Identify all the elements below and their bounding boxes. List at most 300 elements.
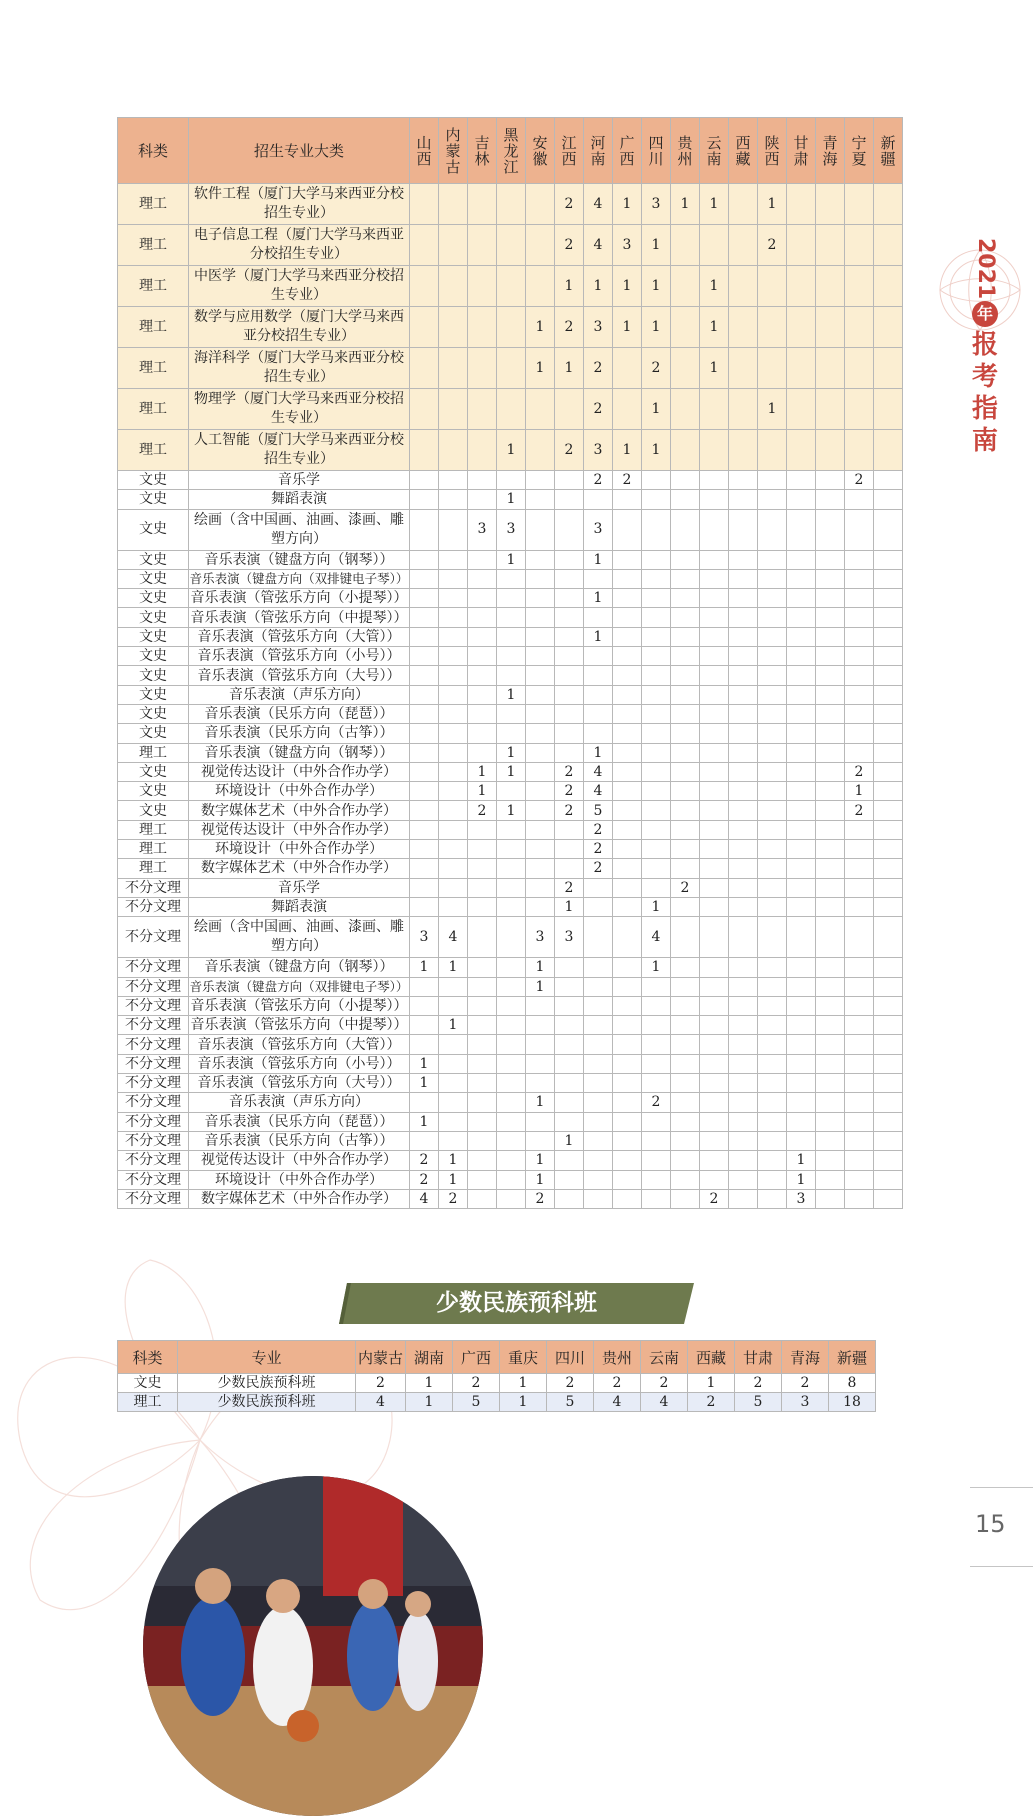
quota-cell: [700, 1054, 729, 1073]
quota-cell: [787, 724, 816, 743]
major-cell: 数学与应用数学（厦门大学马来西亚分校招生专业）: [189, 307, 410, 348]
quota-cell: [613, 608, 642, 627]
quota-cell: [613, 840, 642, 859]
quota-cell: [700, 608, 729, 627]
quota-cell: [700, 1131, 729, 1150]
quota-cell: [816, 550, 845, 569]
quota-cell: [497, 608, 526, 627]
quota-cell: [671, 782, 700, 801]
category-cell: 文史: [118, 627, 189, 646]
header-province: [468, 118, 497, 184]
quota-cell: [410, 266, 439, 307]
quota-cell: 1: [555, 266, 584, 307]
quota-cell: [439, 724, 468, 743]
quota-cell: [584, 897, 613, 916]
quota-cell: [729, 608, 758, 627]
quota-cell: 3: [787, 1189, 816, 1208]
quota-cell: [671, 917, 700, 958]
quota-cell: [787, 490, 816, 509]
quota-cell: [613, 1054, 642, 1073]
quota-cell: [613, 1170, 642, 1189]
quota-cell: [497, 859, 526, 878]
quota-cell: [874, 685, 903, 704]
quota-cell: [671, 840, 700, 859]
quota-cell: [816, 1093, 845, 1112]
quota-cell: [439, 762, 468, 781]
quota-cell: [787, 184, 816, 225]
quota-cell: [874, 878, 903, 897]
quota-cell: [816, 569, 845, 588]
quota-cell: [874, 1016, 903, 1035]
table-cell: 2: [735, 1374, 782, 1393]
quota-cell: [555, 996, 584, 1015]
quota-cell: 1: [410, 1054, 439, 1073]
quota-cell: [526, 471, 555, 490]
quota-cell: [410, 977, 439, 996]
table-cell: 文史: [118, 1374, 178, 1393]
quota-cell: [497, 1189, 526, 1208]
quota-cell: [874, 1093, 903, 1112]
quota-cell: [642, 1189, 671, 1208]
quota-cell: [729, 801, 758, 820]
quota-cell: [758, 471, 787, 490]
quota-cell: [787, 666, 816, 685]
major-cell: 视觉传达设计（中外合作办学）: [189, 762, 410, 781]
table-row: [118, 878, 903, 897]
quota-cell: [555, 490, 584, 509]
major-cell: 音乐表演（民乐方向（琵琶））: [189, 1112, 410, 1131]
quota-cell: [758, 490, 787, 509]
quota-cell: [758, 348, 787, 389]
quota-cell: [874, 1131, 903, 1150]
quota-cell: 1: [439, 958, 468, 977]
quota-cell: [787, 225, 816, 266]
quota-cell: [439, 878, 468, 897]
quota-cell: [613, 1131, 642, 1150]
quota-cell: [845, 490, 874, 509]
header-province: [410, 118, 439, 184]
quota-cell: 1: [526, 307, 555, 348]
quota-cell: [874, 1170, 903, 1189]
table-row: [118, 762, 903, 781]
quota-cell: 2: [468, 801, 497, 820]
major-cell: 中医学（厦门大学马来西亚分校招生专业）: [189, 266, 410, 307]
major-cell: 软件工程（厦门大学马来西亚分校招生专业）: [189, 184, 410, 225]
quota-cell: [497, 1112, 526, 1131]
quota-cell: [468, 820, 497, 839]
header-province-char: 陕: [764, 133, 780, 152]
quota-cell: 2: [555, 184, 584, 225]
category-cell: 文史: [118, 608, 189, 627]
quota-cell: [787, 1112, 816, 1131]
quota-cell: [816, 490, 845, 509]
quota-cell: 1: [584, 589, 613, 608]
quota-cell: [816, 782, 845, 801]
quota-cell: [468, 569, 497, 588]
quota-cell: [468, 589, 497, 608]
quota-cell: [613, 509, 642, 550]
quota-cell: [439, 1035, 468, 1054]
quota-cell: [874, 569, 903, 588]
quota-cell: [613, 801, 642, 820]
quota-cell: [671, 627, 700, 646]
quota-cell: [671, 1035, 700, 1054]
quota-cell: 2: [555, 430, 584, 471]
quota-cell: [439, 266, 468, 307]
quota-cell: [787, 917, 816, 958]
table-cell: 2: [594, 1374, 641, 1393]
quota-cell: [874, 1035, 903, 1054]
page-number-rule: [970, 1487, 1033, 1488]
header-province-char: 南: [590, 149, 606, 168]
quota-cell: [410, 184, 439, 225]
quota-cell: 1: [584, 550, 613, 569]
quota-cell: [758, 1054, 787, 1073]
quota-cell: [497, 704, 526, 723]
quota-cell: [845, 1189, 874, 1208]
table-row: [118, 589, 903, 608]
quota-cell: [874, 471, 903, 490]
quota-cell: [700, 685, 729, 704]
header-province-char: 徽: [532, 149, 548, 168]
quota-cell: [700, 1112, 729, 1131]
quota-cell: [874, 589, 903, 608]
quota-cell: [758, 958, 787, 977]
quota-cell: 5: [584, 801, 613, 820]
quota-cell: [497, 307, 526, 348]
quota-cell: [729, 724, 758, 743]
table-row: [118, 184, 903, 225]
quota-cell: [642, 1016, 671, 1035]
quota-cell: [410, 897, 439, 916]
quota-cell: [816, 589, 845, 608]
quota-cell: [584, 996, 613, 1015]
minority-preparatory-table: [117, 1340, 876, 1412]
quota-cell: 2: [584, 859, 613, 878]
quota-cell: [410, 430, 439, 471]
table-row: [118, 704, 903, 723]
table-row: [118, 1074, 903, 1093]
header-cell: 青海: [782, 1341, 829, 1374]
quota-cell: [555, 1016, 584, 1035]
quota-cell: [526, 608, 555, 627]
table-row: [118, 917, 903, 958]
quota-cell: [613, 1035, 642, 1054]
table-row: [118, 509, 903, 550]
quota-cell: [787, 801, 816, 820]
quota-cell: [410, 490, 439, 509]
table-row: [118, 782, 903, 801]
quota-cell: [816, 897, 845, 916]
table-row: [118, 1093, 903, 1112]
table-row: [118, 389, 903, 430]
quota-cell: 1: [526, 1093, 555, 1112]
quota-cell: [613, 1189, 642, 1208]
major-cell: 绘画（含中国画、油画、漆画、雕塑方向）: [189, 509, 410, 550]
quota-cell: [439, 471, 468, 490]
quota-cell: [468, 666, 497, 685]
quota-cell: [758, 762, 787, 781]
quota-cell: [787, 820, 816, 839]
quota-cell: [410, 225, 439, 266]
quota-cell: 2: [555, 801, 584, 820]
major-cell: 视觉传达设计（中外合作办学）: [189, 820, 410, 839]
quota-cell: 2: [410, 1170, 439, 1189]
quota-cell: [410, 569, 439, 588]
category-cell: 文史: [118, 666, 189, 685]
quota-cell: [613, 762, 642, 781]
quota-cell: [787, 685, 816, 704]
quota-cell: [845, 184, 874, 225]
table-row: [118, 1131, 903, 1150]
quota-cell: [845, 307, 874, 348]
quota-cell: [671, 1016, 700, 1035]
quota-cell: [468, 840, 497, 859]
quota-cell: [468, 266, 497, 307]
quota-cell: [700, 996, 729, 1015]
quota-cell: [468, 1093, 497, 1112]
quota-cell: [816, 820, 845, 839]
quota-cell: [439, 1131, 468, 1150]
quota-cell: [613, 917, 642, 958]
quota-cell: [729, 266, 758, 307]
header-cell: 专业: [178, 1341, 356, 1374]
quota-cell: [410, 647, 439, 666]
table-cell: 4: [594, 1393, 641, 1412]
category-cell: 文史: [118, 801, 189, 820]
quota-cell: [874, 1054, 903, 1073]
quota-cell: [555, 509, 584, 550]
quota-cell: [555, 958, 584, 977]
quota-cell: [874, 1189, 903, 1208]
quota-cell: 1: [642, 897, 671, 916]
quota-cell: [410, 627, 439, 646]
header-province-char: 新: [880, 133, 896, 152]
quota-cell: [671, 490, 700, 509]
quota-cell: [439, 801, 468, 820]
major-cell: 音乐表演（管弦乐方向（小号））: [189, 1054, 410, 1073]
quota-cell: [468, 958, 497, 977]
quota-cell: 1: [613, 184, 642, 225]
quota-cell: [613, 550, 642, 569]
quota-cell: [845, 859, 874, 878]
quota-cell: 1: [700, 307, 729, 348]
quota-cell: [787, 977, 816, 996]
table-cell: 1: [688, 1374, 735, 1393]
category-cell: 不分文理: [118, 1189, 189, 1208]
quota-cell: [787, 589, 816, 608]
quota-cell: [758, 1170, 787, 1189]
table-row: [118, 627, 903, 646]
quota-cell: [642, 666, 671, 685]
quota-cell: 1: [526, 1170, 555, 1189]
quota-cell: [816, 1151, 845, 1170]
quota-cell: 2: [410, 1151, 439, 1170]
quota-cell: [642, 550, 671, 569]
table-row: [118, 471, 903, 490]
quota-cell: [642, 996, 671, 1015]
quota-cell: [845, 704, 874, 723]
quota-cell: [671, 820, 700, 839]
quota-cell: [468, 917, 497, 958]
quota-cell: [787, 266, 816, 307]
quota-cell: [584, 1093, 613, 1112]
quota-cell: [526, 1131, 555, 1150]
quota-cell: [555, 820, 584, 839]
quota-cell: [671, 1151, 700, 1170]
quota-cell: [497, 1054, 526, 1073]
quota-cell: [700, 589, 729, 608]
header-province: [497, 118, 526, 184]
category-cell: 理工: [118, 184, 189, 225]
quota-cell: [555, 471, 584, 490]
quota-cell: [497, 917, 526, 958]
quota-cell: [410, 704, 439, 723]
quota-cell: [526, 762, 555, 781]
quota-cell: [671, 977, 700, 996]
quota-cell: 2: [845, 471, 874, 490]
quota-cell: 1: [700, 184, 729, 225]
quota-cell: [874, 550, 903, 569]
quota-cell: [874, 307, 903, 348]
quota-cell: [874, 996, 903, 1015]
quota-cell: [787, 430, 816, 471]
header-province: [526, 118, 555, 184]
header-province-char: 河: [590, 133, 606, 152]
quota-cell: [613, 859, 642, 878]
quota-cell: [845, 685, 874, 704]
quota-cell: 1: [787, 1151, 816, 1170]
quota-cell: [874, 666, 903, 685]
major-cell: 音乐表演（管弦乐方向（小提琴））: [190, 997, 408, 1014]
header-province: [816, 118, 845, 184]
category-cell: 不分文理: [118, 1093, 189, 1112]
basketball-photo: [143, 1476, 483, 1816]
quota-cell: [642, 685, 671, 704]
table-cell: 2: [688, 1393, 735, 1412]
quota-cell: [613, 897, 642, 916]
quota-cell: [468, 1151, 497, 1170]
quota-cell: [497, 647, 526, 666]
table-row: [118, 996, 903, 1015]
major-cell: 音乐学: [189, 878, 410, 897]
quota-cell: 3: [613, 225, 642, 266]
quota-cell: [497, 897, 526, 916]
header-cell: 贵州: [594, 1341, 641, 1374]
quota-cell: [555, 608, 584, 627]
quota-cell: [468, 348, 497, 389]
table-cell: 理工: [118, 1393, 178, 1412]
major-cell: 音乐表演（管弦乐方向（小提琴））: [190, 590, 408, 607]
quota-cell: [439, 184, 468, 225]
table-row: [118, 307, 903, 348]
major-cell: 人工智能（厦门大学马来西亚分校招生专业）: [189, 430, 410, 471]
quota-cell: [468, 1131, 497, 1150]
header-major: 招生专业大类: [189, 118, 410, 184]
table-row: [118, 801, 903, 820]
quota-cell: [729, 509, 758, 550]
quota-cell: [439, 704, 468, 723]
table-row: [118, 666, 903, 685]
quota-cell: [700, 958, 729, 977]
quota-cell: [671, 1112, 700, 1131]
quota-cell: [816, 184, 845, 225]
quota-cell: [410, 840, 439, 859]
major-cell: 音乐表演（民乐方向（古筝））: [189, 1131, 410, 1150]
category-cell: 文史: [118, 647, 189, 666]
quota-cell: 3: [642, 184, 671, 225]
quota-cell: 1: [497, 430, 526, 471]
quota-cell: 1: [555, 1131, 584, 1150]
quota-cell: 4: [642, 917, 671, 958]
category-cell: 理工: [118, 225, 189, 266]
quota-cell: [439, 490, 468, 509]
quota-cell: 4: [439, 917, 468, 958]
quota-cell: [787, 1035, 816, 1054]
quota-cell: [816, 917, 845, 958]
table-cell: 2: [782, 1374, 829, 1393]
table-cell: 少数民族预科班: [178, 1393, 356, 1412]
quota-cell: 1: [758, 389, 787, 430]
major-cell: 音乐表演（声乐方向）: [189, 1093, 410, 1112]
category-cell: 不分文理: [118, 1035, 189, 1054]
major-cell: 音乐表演（键盘方向（钢琴））: [189, 550, 410, 569]
header-province-char: 山: [416, 133, 432, 152]
quota-cell: [410, 471, 439, 490]
quota-cell: [729, 430, 758, 471]
side-title-char: 南: [971, 426, 998, 457]
quota-cell: [700, 490, 729, 509]
quota-cell: [468, 977, 497, 996]
quota-cell: [816, 801, 845, 820]
quota-cell: [816, 348, 845, 389]
table-row: [118, 1151, 903, 1170]
header-province: [787, 118, 816, 184]
quota-cell: [700, 647, 729, 666]
major-cell: 音乐表演（管弦乐方向（中提琴））: [190, 1017, 408, 1034]
major-cell: 视觉传达设计（中外合作办学）: [189, 1151, 410, 1170]
quota-cell: [758, 1093, 787, 1112]
quota-cell: [584, 647, 613, 666]
quota-cell: [816, 840, 845, 859]
quota-cell: [497, 348, 526, 389]
quota-cell: [613, 389, 642, 430]
quota-cell: 1: [526, 958, 555, 977]
quota-cell: [439, 647, 468, 666]
quota-cell: [642, 509, 671, 550]
quota-cell: [613, 724, 642, 743]
quota-cell: [526, 569, 555, 588]
quota-cell: [874, 1074, 903, 1093]
quota-cell: [526, 782, 555, 801]
quota-cell: [410, 820, 439, 839]
quota-cell: [729, 996, 758, 1015]
quota-cell: [671, 1170, 700, 1189]
quota-cell: [526, 389, 555, 430]
quota-cell: [410, 782, 439, 801]
quota-cell: [816, 471, 845, 490]
quota-cell: [468, 724, 497, 743]
quota-cell: [787, 840, 816, 859]
quota-cell: [410, 685, 439, 704]
quota-cell: [729, 1131, 758, 1150]
quota-cell: [642, 743, 671, 762]
quota-cell: [874, 490, 903, 509]
quota-cell: [787, 348, 816, 389]
quota-cell: 1: [439, 1170, 468, 1189]
quota-cell: 1: [642, 307, 671, 348]
quota-cell: [787, 647, 816, 666]
